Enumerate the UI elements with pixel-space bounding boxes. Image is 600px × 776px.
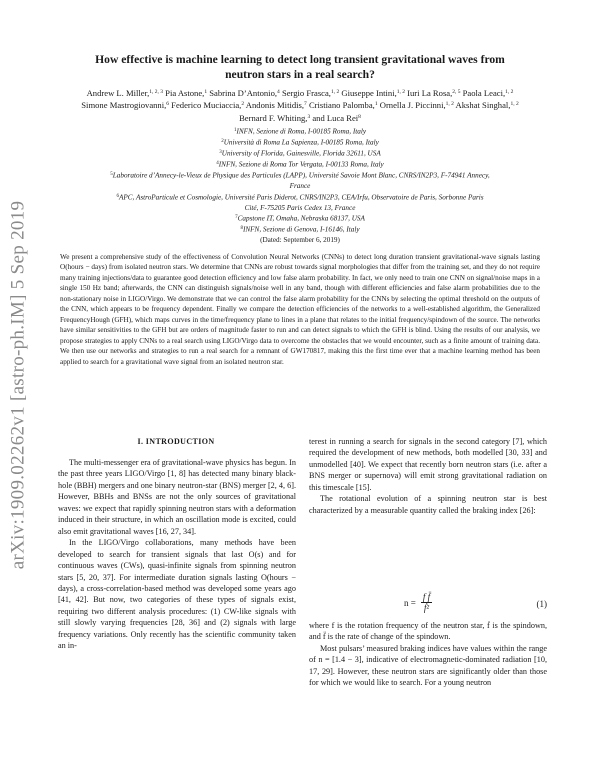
- paragraph: In the LIGO/Virgo collaborations, many methods have been developed to search for transient signals that last O(s) and for continuous waves (CWs), quasi-infinite signals from spinning neutron stars [5, 20, 37]. For intermediate duration signals lasting O(hours − days), a cross-correlation-based method was developed some years ago [41, 42]. But now, two categories of these types of signals exist, requiring two different analysis procedures: (1) CW-like signals with still slowly varying frequencies [28, 36] and (2) signals with large frequency variations. Only recently has the scientific community taken an in-: [58, 538, 296, 651]
- affiliation-text: University of Florida, Gainesville, Florida 32611, USA: [221, 149, 381, 158]
- affiliation-text: Laboratoire d’Annecy-le-Vieux de Physique des Particules (LAPP), Université Savoie Mont Blanc, CNRS/IN2P3, F-74941 Annecy, France: [112, 171, 490, 190]
- equation-denominator: ḟ²: [423, 603, 430, 613]
- author-name-text: Andrew L. Miller,: [86, 88, 150, 98]
- dated-line: (Dated: September 6, 2019): [260, 236, 340, 244]
- right-column-continued: [309, 620, 547, 689]
- author-name-text: Cristiano Palomba,: [308, 100, 375, 111]
- author-name: [239, 113, 310, 123]
- author-affiliation-marker: 3: [307, 113, 311, 120]
- author-name: [246, 100, 307, 110]
- paragraph: The multi-messenger era of gravitational-wave physics has begun. In the past three years LIGO/Virgo [1, 8] has detected many binary black-hole (BBH) mergers and one binary neutron-star (BNS) merger [2, 4, 6]. However, BBHs and BNSs are not the only sources of gravitational waves: we expect that rapidly spinning neutron stars with a deformation induced in their structure, in which an oscillation mode is excited, could also emit gravitational waves [16, 27, 34].: [58, 458, 296, 536]
- author-name: [309, 100, 378, 110]
- section-heading-introduction: I. INTRODUCTION: [137, 437, 215, 446]
- author-affiliation-marker: 1, 2: [396, 89, 405, 95]
- affiliation: [110, 148, 490, 159]
- paragraph: Most pulsars’ measured braking indices have values within the range of n = [1.4 − 3], indicative of electromagnetic-dominated radiation [10, 17, 29]. However, these neutron stars are significantly older than those for which we would like to search. For a young neutron: [309, 643, 547, 688]
- author-name: [282, 88, 339, 98]
- author-name-text: Simone Mastrogiovanni,: [81, 100, 167, 111]
- affiliation-marker: 2: [221, 139, 224, 144]
- author-name: [463, 88, 514, 98]
- author-name-text: Bernard F. Whiting,: [239, 112, 308, 123]
- affiliation: [110, 224, 490, 235]
- affiliation-text: INFN, Sezione di Genova, I-16146, Italy: [242, 225, 360, 234]
- author-name-text: Ornella J. Piccinni,: [379, 100, 446, 111]
- abstract: We present a comprehensive study of the effectiveness of Convolution Neural Networks (CNNs) to detect long duration transient gravitational-wave signals lasting O(hours − days) from isolated neutron stars. We determine that CNNs are robust towards signal morphologies that differ from the training set, and they do not require many training injections/data to guarantee good detection efficiency and low false alarm probability. In fact, we only need to train one CNN on signal/noise maps in a single 150 Hz band; afterwards, the CNN can distinguish signals/noise well in any band, though with different efficiencies and false alarm probabilities due to the non-stationary noise in LIGO/Virgo. We demonstrate that we can control the false alarm probability for the CNNs by selecting the optimal threshold on the outputs of the CNN, which appears to be frequency dependent. Finally we compare the detection efficiencies of the networks to a well-established algorithm, the Generalized FrequencyHough (GFH), which maps curves in the time/frequency plane to lines in a plane that relates to the initial frequency/spindown of the source. The networks have similar sensitivities to the GFH but are orders of magnitude faster to run and can detect signals to which the GFH is blind. Using the results of our analysis, we propose strategies to apply CNNs to a real search using LIGO/Virgo data to overcome the obstacles that we would encounter, such as a finite amount of training data. We then use our networks and strategies to run a real search for a remnant of GW170817, making this the first time ever that a machine learning method has been applied to search for a gravitational wave signal from an isolated neutron star.: [60, 253, 540, 366]
- author-name: [81, 100, 169, 110]
- author-name: [165, 88, 207, 98]
- affiliation-marker: 3: [219, 150, 222, 155]
- author-name-text: Paola Leaci,: [462, 88, 506, 98]
- affiliation-text: Università di Roma La Sapienza, I-00185 Roma, Italy: [223, 138, 379, 147]
- author-name: [380, 100, 454, 110]
- author-name-text: Akshat Singhal,: [455, 100, 511, 111]
- author-affiliation-marker: 1, 2: [510, 101, 519, 108]
- equation-lhs: n =: [404, 597, 416, 608]
- equation-fraction: [421, 592, 432, 613]
- author-name-text: Giuseppe Intini,: [341, 88, 397, 98]
- author-affiliation-marker: 4: [277, 89, 280, 95]
- affiliation: [110, 192, 490, 214]
- affiliation-text: INFN, Sezione di Roma Tor Vergata, I-00133 Roma, Italy: [218, 160, 384, 169]
- author-name-text: Sergio Frasca,: [281, 88, 331, 98]
- affiliation-marker: 5: [110, 172, 113, 177]
- author-name: [341, 88, 405, 98]
- equation-numerator: f f̈: [422, 592, 431, 602]
- paragraph: The rotational evolution of a spinning neutron star is best characterized by a measurable quantity called the braking index [26]:: [309, 494, 547, 515]
- author-name: [407, 88, 460, 98]
- equation-number: (1): [536, 599, 547, 609]
- author-affiliation-marker: 2: [241, 101, 245, 108]
- affiliation-marker: 8: [240, 226, 243, 231]
- author-name: [171, 100, 244, 110]
- affiliation-marker: 6: [116, 193, 119, 199]
- author-affiliation-marker: 6: [166, 101, 170, 108]
- affiliation: [110, 213, 490, 224]
- author-name-text: Pia Astone,: [165, 88, 205, 98]
- paragraph: terest in running a search for signals in the second category [7], which required the development of new methods, both modelled [30, 33] and unmodelled [40]. We expect that recently born neutron stars (i.e. after a BNS merger or supernova) will emit strong gravitational radiation on this timescale [15].: [309, 437, 547, 492]
- affiliation-text: Capstone IT, Omaha, Nebraska 68137, USA: [237, 214, 365, 223]
- author-affiliation-marker: 1, 2: [445, 101, 454, 108]
- author-affiliation-marker: 1: [204, 89, 208, 95]
- affiliation-marker: 4: [216, 161, 219, 166]
- affiliation: [110, 170, 490, 192]
- author-name-text: Sabrina D’Antonio,: [209, 88, 278, 98]
- author-affiliation-marker: 1, 2: [505, 89, 514, 95]
- author-affiliation-marker: 1: [374, 101, 378, 108]
- affiliation: [110, 159, 490, 170]
- left-column: [58, 457, 296, 652]
- paragraph: where f is the rotation frequency of the neutron star, ḟ is the spindown, and f̈ is the rate of change of the spindown.: [309, 621, 547, 642]
- author-name: [312, 113, 361, 123]
- arxiv-identifier: [6, 195, 30, 575]
- equation-1: [309, 586, 547, 620]
- author-name-text: Andonis Mitidis,: [245, 100, 305, 111]
- author-name: [209, 88, 280, 98]
- author-name: [456, 100, 519, 110]
- affiliation-marker: 7: [235, 215, 238, 220]
- affiliation-marker: 1: [233, 128, 237, 133]
- author-affiliation-marker: 2, 5: [452, 89, 461, 95]
- author-name-text: Iuri La Rosa,: [407, 88, 453, 98]
- affiliation-text: INFN, Sezione di Roma, I-00185 Roma, Italy: [236, 127, 367, 136]
- author-affiliation-marker: 1, 2, 3: [149, 89, 164, 95]
- author-name: [87, 88, 163, 98]
- author-name-text: and Luca Rei: [312, 112, 359, 123]
- paper-title: How effective is machine learning to detect long transient gravitational waves from neutron stars in a real search?: [95, 53, 505, 81]
- arxiv-identifier-text: arXiv:1909.02262v1 [astro-ph.IM] 5 Sep 2019: [7, 200, 29, 570]
- right-column: [309, 436, 547, 516]
- author-affiliation-marker: 8: [358, 113, 361, 120]
- affiliation: [110, 126, 490, 137]
- affiliation: [110, 137, 490, 148]
- author-name-text: Federico Muciaccia,: [171, 100, 242, 111]
- author-list: [70, 87, 530, 124]
- affiliation-text: APC, AstroParticule et Cosmologie, Université Paris Diderot, CNRS/IN2P3, CEA/Irfu, Observatoire de Paris, Sorbonne Paris Cité, F-75205 Paris Cedex 13, France: [118, 193, 484, 212]
- author-affiliation-marker: 7: [304, 101, 307, 108]
- author-affiliation-marker: 1, 2: [330, 89, 340, 95]
- affiliation-list: [110, 126, 490, 246]
